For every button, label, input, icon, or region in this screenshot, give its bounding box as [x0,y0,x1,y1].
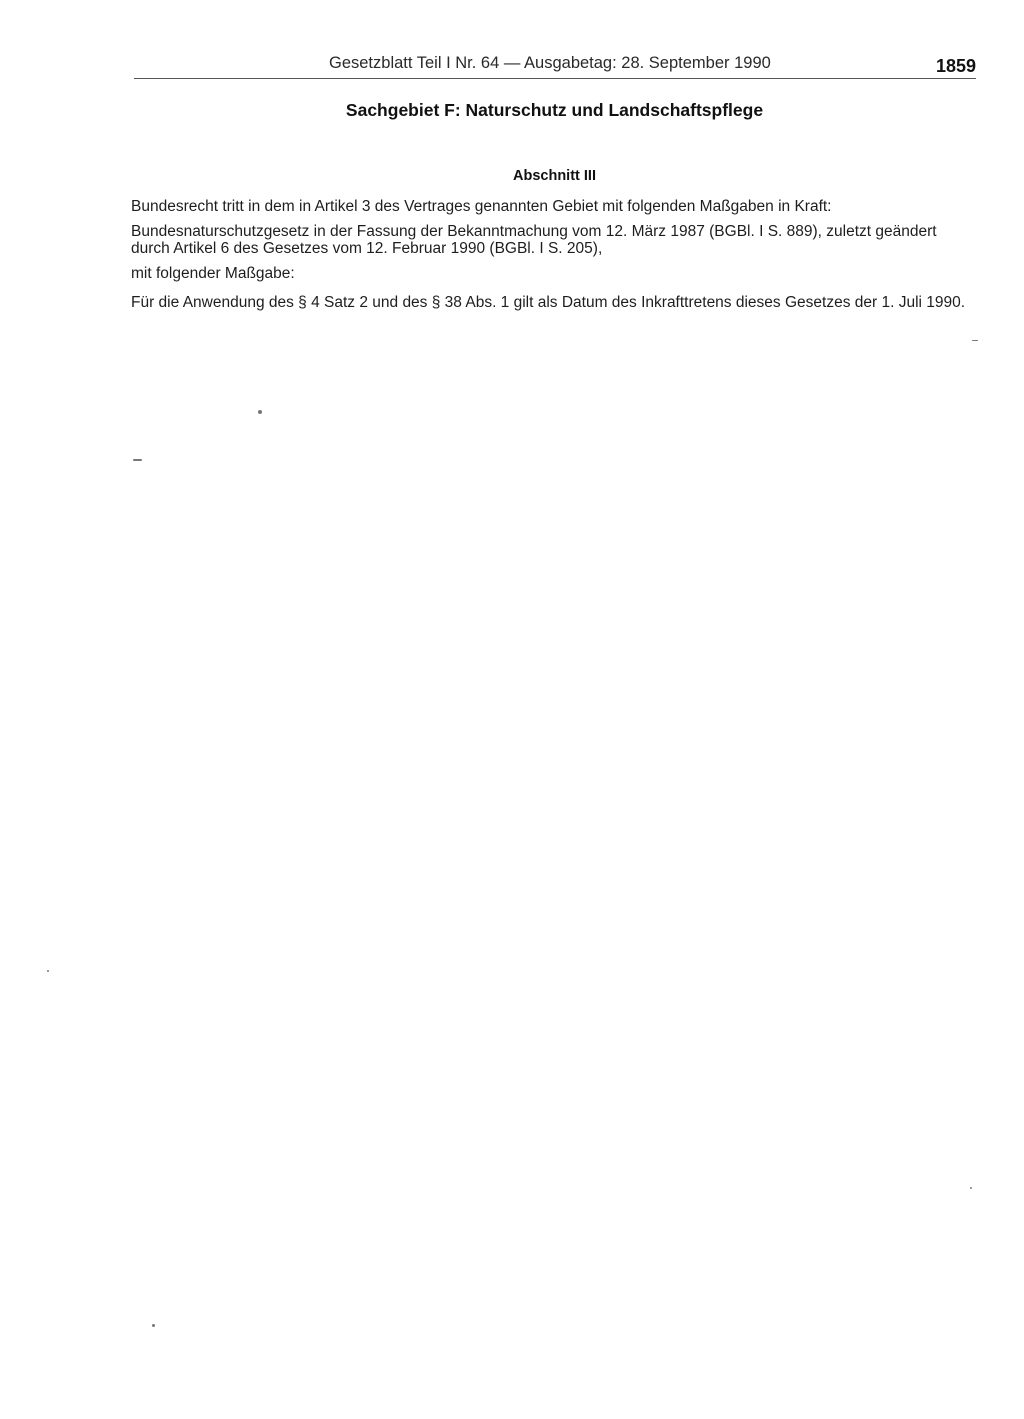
scan-speck [258,410,262,414]
paragraph-law-reference: Bundesnaturschutzgesetz in der Fassung der Bekanntmachung vom 12. März 1987 (BGBl. I S. 889), zuletzt geändert durch Artikel 6 des Gesetzes vom 12. Februar 1990 (BGBl. I S. 205), [131,223,937,257]
header-rule [134,78,976,79]
section-heading: Abschnitt III [513,168,596,184]
page-number: 1859 [935,56,976,76]
scan-speck [972,340,978,341]
scan-speck [133,459,142,461]
scan-speck [47,970,49,972]
scan-speck [152,1324,155,1327]
running-title: Gesetzblatt Teil I Nr. 64 — Ausgabetag: 28. September 1990 [329,54,771,72]
paragraph-proviso-lead: mit folgender Maßgabe: [131,265,295,282]
scan-speck [970,1187,972,1189]
paragraph-intro: Bundesrecht tritt in dem in Artikel 3 des Vertrages genannten Gebiet mit folgenden Maßgaben in Kraft: [131,198,832,215]
subject-heading: Sachgebiet F: Naturschutz und Landschaftspflege [345,100,764,120]
paragraph-proviso: Für die Anwendung des § 4 Satz 2 und des § 38 Abs. 1 gilt als Datum des Inkrafttretens dieses Gesetzes der 1. Juli 1990. [131,294,966,311]
